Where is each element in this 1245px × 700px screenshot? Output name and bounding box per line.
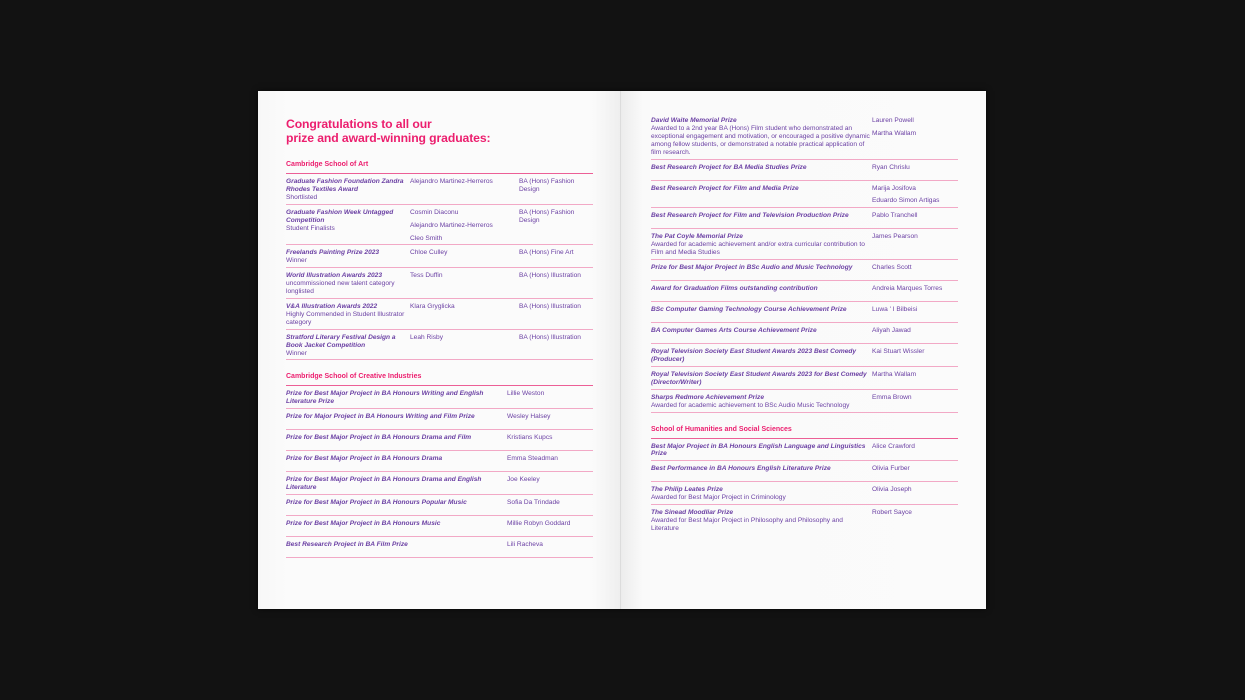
winner-names <box>872 285 958 299</box>
course-name: BA (Hons) Illustration <box>519 272 581 280</box>
award-title: David Waite Memorial Prize <box>651 117 737 124</box>
winner-name: Millie Robyn Goddard <box>507 520 571 528</box>
award-title: BSc Computer Gaming Technology Course Achievement Prize <box>651 306 847 314</box>
award-cell <box>651 117 872 157</box>
award-description: uncommissioned new talent category longlisted <box>286 280 395 296</box>
winner-name: Tess Duffin <box>410 272 443 280</box>
course-name: BA (Hons) Fine Art <box>519 249 574 257</box>
award-title: Best Research Project for Film and Media Prize <box>651 184 799 192</box>
winner-name: Marija Josifova <box>872 184 916 192</box>
award-cell <box>651 486 872 502</box>
award-row <box>651 322 958 343</box>
right-page <box>621 91 986 609</box>
award-cell <box>286 455 507 469</box>
winner-names <box>872 117 958 157</box>
winner-name: Martha Wallam <box>872 370 917 378</box>
award-title: Freelands Painting Prize 2023 <box>286 249 380 257</box>
art-section <box>286 160 593 360</box>
award-row <box>286 298 593 329</box>
winner-names <box>410 178 519 202</box>
left-page-content <box>286 118 593 570</box>
award-row <box>651 460 958 481</box>
right-page-content <box>651 117 958 547</box>
winner-name: Klara Gryglicka <box>410 302 455 310</box>
award-title: Prize for Best Major Project in BSc Audio and Music Technology <box>651 264 853 272</box>
award-description: Awarded to a 2nd year BA (Hons) Film student who demonstrated an exceptional engagement and motivation, or encouraged a positive dynamic among fellow students, or demonstrated a notable practical application of film research. <box>651 124 870 156</box>
winner-names <box>410 334 519 358</box>
winner-names <box>872 185 958 206</box>
section-end-rule <box>286 557 593 558</box>
award-cell <box>651 306 872 320</box>
award-row <box>651 180 958 208</box>
award-cell <box>286 209 410 243</box>
winner-name: Eduardo Simon Artigas <box>872 197 940 205</box>
award-title: The Sinead Moodliar Prize <box>651 509 734 517</box>
award-title: Best Major Project in BA Honours English Language and Linguistics Prize <box>651 442 866 458</box>
award-row <box>651 207 958 228</box>
winner-name: Wesley Halsey <box>507 413 551 421</box>
award-title: Prize for Best Major Project in BA Honours Writing and English Literature Prize <box>286 390 484 406</box>
winner-name: Lillie Weston <box>507 390 545 398</box>
section-title: Cambridge School of Art <box>286 161 369 168</box>
award-title: Prize for Best Major Project in BA Honours Drama <box>286 455 443 463</box>
award-description: Shortlisted <box>286 193 318 201</box>
award-title: Best Research Project for Film and Television Production Prize <box>651 212 849 220</box>
winner-name: Joe Keeley <box>507 476 540 484</box>
winner-name: Emma Brown <box>872 393 912 401</box>
winner-name: Robert Sayce <box>872 509 912 517</box>
award-title: Best Research Project for BA Media Studies Prize <box>651 163 807 171</box>
winner-name: Cosmin Diaconu <box>410 208 459 216</box>
award-row <box>651 481 958 504</box>
award-title: Prize for Best Major Project in BA Honours Drama and Film <box>286 434 472 442</box>
winner-names <box>872 212 958 226</box>
award-description: Winner <box>286 257 307 265</box>
brochure-spread <box>258 91 986 609</box>
award-cell <box>286 249 410 265</box>
winner-names <box>507 413 593 427</box>
winner-name: Lili Racheva <box>507 541 543 549</box>
award-cell <box>286 272 410 296</box>
winner-name: Kristians Kupcs <box>507 434 553 442</box>
award-title: BA Computer Games Arts Course Achievement Prize <box>651 327 817 335</box>
winner-name: Olivia Furber <box>872 465 910 473</box>
course-name: BA (Hons) Illustration <box>519 333 581 341</box>
winner-names <box>507 455 593 469</box>
award-cell <box>651 164 872 178</box>
award-description: Awarded for Best Major Project in Criminology <box>651 494 786 502</box>
award-description: Student Finalists <box>286 224 335 232</box>
course-name: BA (Hons) Fashion Design <box>519 208 575 224</box>
award-row <box>286 408 593 429</box>
award-row <box>286 471 593 494</box>
winner-names <box>872 509 958 533</box>
award-row <box>286 173 593 204</box>
award-row <box>286 267 593 298</box>
section-end-rule <box>651 412 958 413</box>
winner-names <box>872 264 958 278</box>
award-description: Awarded for academic achievement to BSc Audio Music Technology <box>651 401 850 409</box>
award-cell <box>286 520 507 534</box>
winner-name: Martha Wallam <box>872 129 917 137</box>
winner-names <box>507 476 593 492</box>
award-description: Awarded for Best Major Project in Philosophy and Philosophy and Literature <box>651 517 843 532</box>
award-cell <box>286 413 507 427</box>
section-title: School of Humanities and Social Sciences <box>651 425 792 433</box>
award-row <box>286 429 593 450</box>
award-row <box>651 504 958 535</box>
winner-name: Andreia Marques Torres <box>872 285 943 293</box>
award-description: Awarded for academic achievement and/or extra curricular contribution to Film and Media Studies <box>651 241 865 257</box>
course-name: BA (Hons) Fashion Design <box>519 178 575 193</box>
winner-name: Ryan Chrislu <box>872 163 910 171</box>
page-heading <box>286 118 593 145</box>
winner-names <box>872 327 958 341</box>
winner-names <box>410 249 519 265</box>
award-cell <box>286 434 507 448</box>
award-row <box>286 515 593 536</box>
winner-names <box>507 390 593 406</box>
award-cell <box>651 212 872 226</box>
winner-names <box>872 394 958 410</box>
humanities-section <box>651 425 958 535</box>
award-title: Prize for Best Major Project in BA Honours Drama and English Literature <box>286 476 482 492</box>
award-cell <box>286 499 507 513</box>
award-cell <box>651 465 872 479</box>
award-title: Stratford Literary Festival Design a Book Jacket Competition <box>286 333 396 349</box>
award-title: The Philip Leates Prize <box>651 486 723 494</box>
award-row <box>286 329 593 360</box>
creative-industries-section <box>286 372 593 558</box>
award-cell <box>651 348 872 364</box>
winner-names <box>872 306 958 320</box>
section-title: Cambridge School of Creative Industries <box>286 373 422 381</box>
award-row <box>286 385 593 408</box>
award-title: Royal Television Society East Student Awards 2023 for Best Comedy (Director/Writer) <box>651 370 867 386</box>
award-row <box>651 438 958 461</box>
winner-name: Emma Steadman <box>507 455 558 463</box>
award-row <box>651 280 958 301</box>
winner-name: Aliyah Jawad <box>872 327 911 335</box>
winner-name: Pablo Tranchell <box>872 212 918 220</box>
winner-names <box>507 434 593 448</box>
award-row <box>286 536 593 557</box>
award-row <box>651 301 958 322</box>
award-cell <box>651 509 872 533</box>
award-cell <box>651 233 872 257</box>
award-cell <box>286 303 410 327</box>
award-title: Prize for Best Major Project in BA Honours Music <box>286 520 441 528</box>
winner-name: James Pearson <box>872 233 918 241</box>
award-title: Best Performance in BA Honours English Literature Prize <box>651 465 831 473</box>
award-row <box>651 343 958 366</box>
award-title: V&A Illustration Awards 2022 <box>286 302 378 310</box>
award-cell <box>651 443 872 459</box>
winner-name: Alice Crawford <box>872 442 915 450</box>
award-cell <box>651 264 872 278</box>
winner-name: Sofia Da Trindade <box>507 499 560 507</box>
award-description: Highly Commended in Student Illustrator category <box>286 310 405 326</box>
award-title: World Illustration Awards 2023 <box>286 272 382 280</box>
winner-name: Leah Risby <box>410 333 443 341</box>
award-cell <box>286 178 410 202</box>
winner-names <box>872 465 958 479</box>
award-title: Graduate Fashion Foundation Zandra Rhodes Textiles Award <box>286 178 404 193</box>
award-cell <box>651 327 872 341</box>
award-cell <box>286 390 507 406</box>
winner-name: Alejandro Martinez-Herreros <box>410 178 493 185</box>
award-row <box>286 494 593 515</box>
award-cell <box>286 334 410 358</box>
winner-names <box>507 520 593 534</box>
award-row <box>651 159 958 180</box>
heading-line-1: Congratulations to all our <box>286 117 432 131</box>
award-cell <box>651 371 872 387</box>
award-row <box>651 366 958 389</box>
award-title: Best Research Project in BA Film Prize <box>286 541 408 549</box>
award-cell <box>286 476 507 492</box>
award-title: Royal Television Society East Student Awards 2023 Best Comedy (Producer) <box>651 348 857 363</box>
winner-names <box>872 233 958 257</box>
winner-names <box>410 209 519 243</box>
winner-names <box>507 499 593 513</box>
winner-name: Charles Scott <box>872 264 912 272</box>
award-title: Sharps Redmore Achievement Prize <box>651 393 764 401</box>
continued-award-list <box>651 117 958 413</box>
winner-names <box>410 272 519 296</box>
award-title: Award for Graduation Films outstanding contribution <box>651 285 818 293</box>
winner-name: Kai Stuart Wissler <box>872 348 925 356</box>
winner-names <box>872 443 958 459</box>
award-row <box>286 204 593 245</box>
award-cell <box>651 185 872 206</box>
left-sections <box>286 160 593 558</box>
award-title: The Pat Coyle Memorial Prize <box>651 233 743 241</box>
award-row <box>286 244 593 267</box>
winner-names <box>872 164 958 178</box>
award-title: Prize for Major Project in BA Honours Writing and Film Prize <box>286 413 475 421</box>
left-page <box>258 91 621 609</box>
winner-names <box>872 486 958 502</box>
award-cell <box>286 541 507 555</box>
award-title: Graduate Fashion Week Untagged Competition <box>286 208 394 224</box>
award-row <box>651 259 958 280</box>
winner-name: Olivia Joseph <box>872 486 912 494</box>
award-row <box>286 450 593 471</box>
winner-name: Luwa ' I Bilbeisi <box>872 306 918 314</box>
winner-names <box>872 348 958 364</box>
winner-names <box>410 303 519 327</box>
course-name: BA (Hons) Illustration <box>519 302 581 310</box>
winner-names <box>872 371 958 387</box>
award-row <box>651 117 958 159</box>
award-title: Prize for Best Major Project in BA Honours Popular Music <box>286 499 467 507</box>
award-cell <box>651 394 872 410</box>
section-end-rule <box>286 359 593 360</box>
winner-name: Alejandro Martinez-Herreros <box>410 221 493 229</box>
award-description: Winner <box>286 349 307 357</box>
award-row <box>651 389 958 412</box>
award-row <box>651 228 958 259</box>
winner-name: Lauren Powell <box>872 117 914 124</box>
winner-name: Chloe Culley <box>410 249 448 257</box>
heading-line-2: prize and award-winning graduates: <box>286 130 491 145</box>
winner-names <box>507 541 593 555</box>
award-cell <box>651 285 872 299</box>
winner-name: Cleo Smith <box>410 234 443 242</box>
